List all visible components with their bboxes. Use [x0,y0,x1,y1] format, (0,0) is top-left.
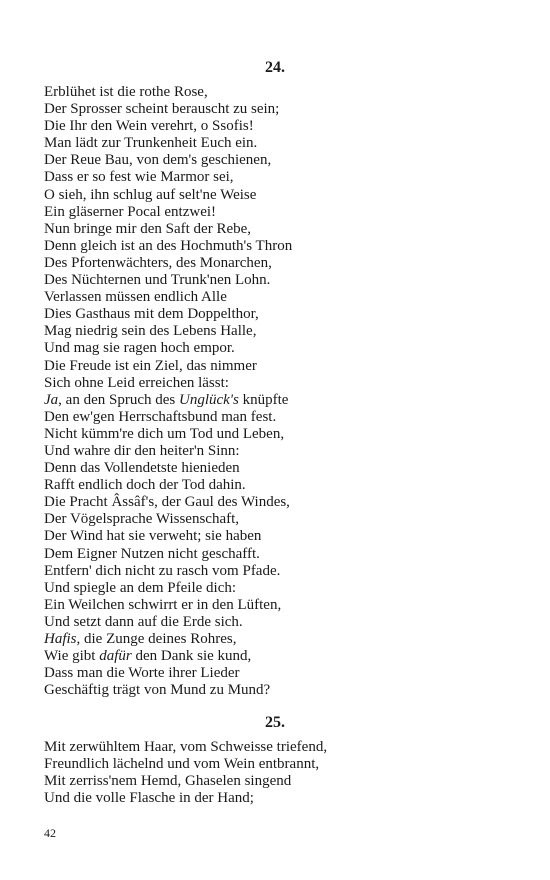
poem-line [44,494,292,511]
line-text: Dem Eigner Nutzen nicht geschafft. [44,545,260,562]
poem-line [44,118,292,135]
poem-line [44,773,327,790]
poem-24-number: 24. [265,59,285,76]
line-text: Rafft endlich doch der Tod dahin. [44,477,246,494]
poem-line [44,306,292,323]
line-text: Der Sprosser scheint berauscht zu sein; [44,101,280,118]
line-text: , an den Spruch des [58,391,179,408]
line-text: Denn das Vollendetste hienieden [44,460,240,477]
poem-line [44,187,292,204]
poem-line [44,546,292,563]
line-text: O sieh, ihn schlug auf selt'ne Weise [44,186,257,203]
poem-line [44,409,292,426]
poem-line [44,358,292,375]
line-text: Und setzt dann auf die Erde sich. [44,613,243,630]
poem-24-lines [44,84,292,699]
italic-text: Hafis [44,631,77,647]
line-text: Mit zerriss'nem Hemd, Ghaselen singend [44,773,292,790]
italic-text: dafür [99,648,132,665]
poem-line [44,460,292,477]
poem-line [44,392,292,409]
poem-line [44,580,292,597]
line-text: Die Freude ist ein Ziel, das nimmer [44,357,257,374]
line-text: Entfern' dich nicht zu rasch vom Pfade. [44,562,281,579]
poem-line [44,204,292,221]
line-text: Denn gleich ist an des Hochmuth's Thron [44,237,293,254]
poem-line [44,135,292,152]
line-text: Nun bringe mir den Saft der Rebe, [44,220,252,237]
line-text: Ein Weilchen schwirrt er in den Lüften, [44,596,282,613]
poem-25-lines [44,739,327,807]
poem-line [44,477,292,494]
poem-line [44,169,292,186]
italic-text: Ja [44,391,59,408]
poem-line [44,101,292,118]
poem-line [44,426,292,443]
line-text: Freundlich lächelnd und vom Wein entbrannt, [44,756,320,773]
poem-line [44,238,292,255]
line-text: Man lädt zur Trunkenheit Euch ein. [44,135,258,152]
poem-line [44,739,327,756]
line-text: Und wahre dir den heiter'n Sinn: [44,442,240,459]
poem-line [44,511,292,528]
line-text: Dass er so fest wie Marmor sei, [44,169,234,186]
poem-line [44,221,292,238]
line-text: Des Nüchternen und Trunk'nen Lohn. [44,272,271,289]
line-text: Die Ihr den Wein verehrt, o Ssofis! [44,118,254,135]
poem-line [44,614,292,631]
poem-line [44,84,292,101]
poem-line [44,152,292,169]
line-text: Verlassen müssen endlich Alle [44,289,227,306]
line-text: den Dank sie kund, [131,648,252,665]
line-text: Und die volle Flasche in der Hand; [44,790,254,807]
line-text: Erblühet ist die rothe Rose, [44,84,208,100]
poem-line [44,340,292,357]
line-text: Und spiegle an dem Pfeile dich: [44,579,237,596]
poem-line [44,631,292,648]
poem-line [44,665,292,682]
poem-line [44,375,292,392]
line-text: Der Reue Bau, von dem's geschienen, [44,152,272,169]
poem-line [44,255,292,272]
line-text: Der Vögelsprache Wissenschaft, [44,511,240,528]
poem-line [44,648,292,665]
poem-25-number: 25. [265,714,285,731]
poem-line [44,289,292,306]
line-text: Der Wind hat sie verweht; sie haben [44,528,262,545]
line-text: Mit zerwühltem Haar, vom Schweisse triefend, [44,739,328,755]
poem-line [44,443,292,460]
line-text: knüpfte [238,391,289,408]
line-text: Und mag sie ragen hoch empor. [44,340,235,357]
poem-line [44,597,292,614]
line-text: , die Zunge deines Rohres, [76,631,237,647]
poem-line [44,272,292,289]
line-text: Dies Gasthaus mit dem Doppelthor, [44,306,259,323]
line-text: Sich ohne Leid erreichen lässt: [44,374,229,391]
line-text: Den ew'gen Herrschaftsbund man fest. [44,408,277,425]
line-text: Geschäftig trägt von Mund zu Mund? [44,682,271,699]
poem-line [44,790,327,807]
line-text: Nicht kümm're dich um Tod und Leben, [44,425,285,442]
line-text: Die Pracht Âssâf's, der Gaul des Windes, [44,494,290,511]
page-number: 42 [44,826,56,840]
poem-line [44,682,292,699]
poem-line [44,563,292,580]
line-text: Mag niedrig sein des Lebens Halle, [44,323,257,340]
poem-line [44,323,292,340]
poem-line [44,756,327,773]
line-text: Des Pfortenwächters, des Monarchen, [44,254,272,271]
line-text: Wie gibt [44,648,100,665]
poem-line [44,528,292,545]
italic-text: Unglück's [178,391,239,408]
line-text: Ein gläserner Pocal entzwei! [44,203,217,220]
line-text: Dass man die Worte ihrer Lieder [44,665,240,682]
